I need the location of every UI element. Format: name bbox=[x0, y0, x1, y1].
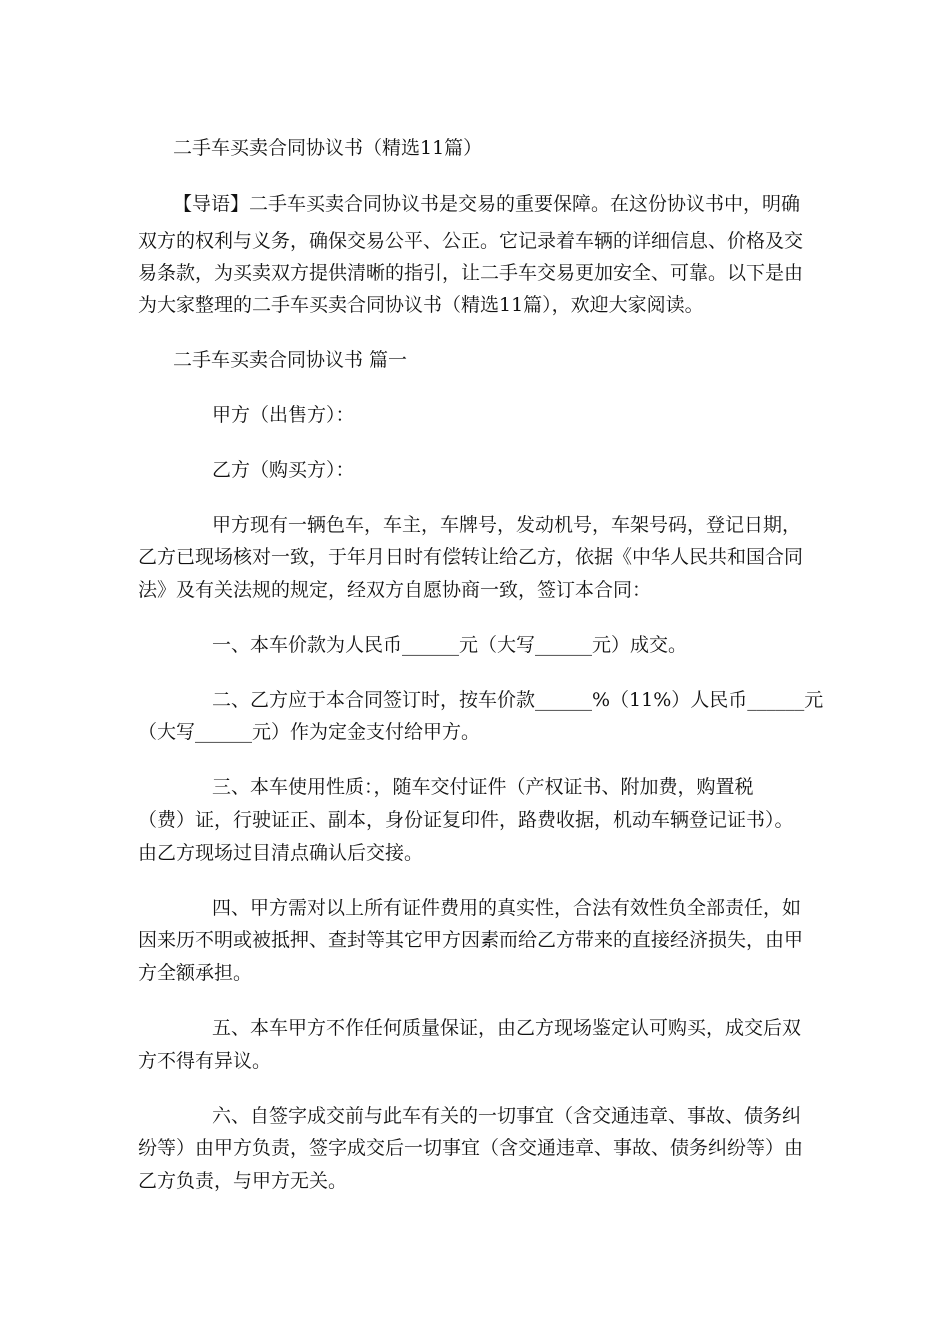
intro-line: 【导语】二手车买卖合同协议书是交易的重要保障。在这份协议书中，明确 bbox=[173, 193, 801, 215]
section-heading: 二手车买卖合同协议书 篇一 bbox=[173, 349, 408, 371]
party-a-label: 甲方（出售方）： bbox=[212, 404, 355, 426]
clause-line: 因来历不明或被抵押、查封等其它甲方因素而给乙方带来的直接经济损失，由甲 bbox=[138, 929, 804, 951]
clause-line: 三、本车使用性质：，随车交付证件（产权证书、附加费，购置税 bbox=[212, 776, 754, 798]
clause-line: 二、乙方应于本合同签订时，按车价款______%（11%）人民币______元 bbox=[212, 689, 824, 711]
clause-line: 方全额承担。 bbox=[138, 962, 253, 984]
document-title: 二手车买卖合同协议书（精选11篇） bbox=[173, 137, 483, 159]
intro-line: 双方的权利与义务，确保交易公平、公正。它记录着车辆的详细信息、价格及交 bbox=[138, 230, 804, 252]
clause-line: （大写______元）作为定金支付给甲方。 bbox=[138, 721, 481, 743]
clause-line: 由乙方现场过目清点确认后交接。 bbox=[138, 842, 424, 864]
clause-line: 五、本车甲方不作任何质量保证，由乙方现场鉴定认可购买，成交后双 bbox=[212, 1017, 802, 1039]
party-b-label: 乙方（购买方）： bbox=[212, 459, 355, 481]
intro-line: 易条款，为买卖双方提供清晰的指引，让二手车交易更加安全、可靠。以下是由 bbox=[138, 262, 804, 284]
clause-line: 四、甲方需对以上所有证件费用的真实性，合法有效性负全部责任，如 bbox=[212, 897, 802, 919]
preamble-line: 法》及有关法规的规定，经双方自愿协商一致，签订本合同： bbox=[138, 579, 652, 601]
clause-line: 六、自签字成交前与此车有关的一切事宜（含交通违章、事故、债务纠 bbox=[212, 1105, 802, 1127]
preamble-line: 甲方现有一辆色车，车主，车牌号，发动机号，车架号码，登记日期， bbox=[212, 514, 802, 536]
clause-line: （费）证，行驶证正、副本，身份证复印件，路费收据，机动车辆登记证书）。 bbox=[138, 809, 794, 831]
clause-line: 纷等）由甲方负责，签字成交后一切事宜（含交通违章、事故、债务纠纷等）由 bbox=[138, 1137, 804, 1159]
clause-line: 乙方负责，与甲方无关。 bbox=[138, 1170, 348, 1192]
intro-line: 为大家整理的二手车买卖合同协议书（精选11篇），欢迎大家阅读。 bbox=[138, 294, 704, 316]
preamble-line: 乙方已现场核对一致，于年月日时有偿转让给乙方，依据《中华人民共和国合同 bbox=[138, 546, 804, 568]
clause-line: 一、本车价款为人民币______元（大写______元）成交。 bbox=[212, 634, 688, 656]
clause-line: 方不得有异议。 bbox=[138, 1050, 272, 1072]
